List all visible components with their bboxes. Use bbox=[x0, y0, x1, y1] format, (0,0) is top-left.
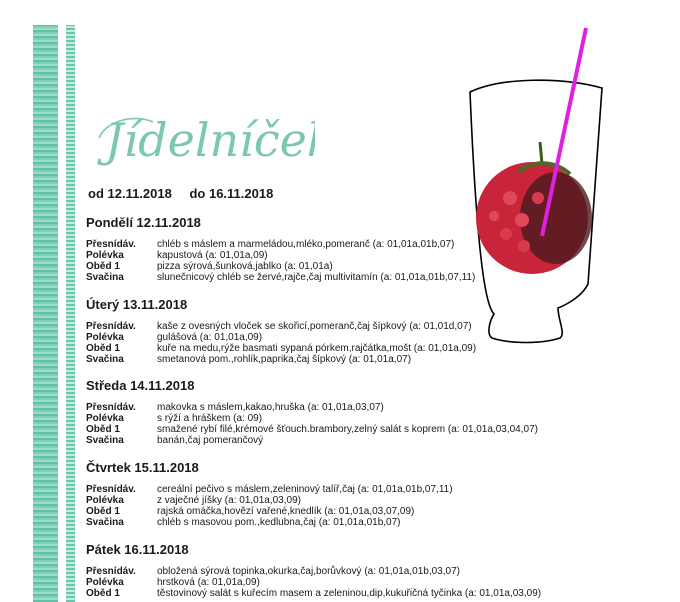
day-heading: Pondělí 12.11.2018 bbox=[86, 215, 201, 230]
meal-row bbox=[86, 517, 453, 528]
meal-row bbox=[86, 495, 453, 506]
meal-row bbox=[86, 402, 538, 413]
meal-label: Svačina bbox=[86, 354, 124, 365]
day-section bbox=[86, 378, 538, 446]
day-section bbox=[86, 542, 541, 599]
meal-text: makovka s máslem,kakao,hruška (a: 01,01a,03,07) bbox=[157, 402, 384, 413]
meal-label: Oběd 1 bbox=[86, 261, 120, 272]
meal-text: kapustová (a: 01,01a,09) bbox=[157, 250, 268, 261]
meal-row bbox=[86, 261, 475, 272]
meal-row bbox=[86, 343, 476, 354]
meal-text: obložená sýrová topinka,okurka,čaj,borůvkový (a: 01,01a,01b,03,07) bbox=[157, 566, 460, 577]
meal-row bbox=[86, 484, 453, 495]
meal-text: smetanová pom.,rohlík,paprika,čaj šípkový (a: 01,01a,07) bbox=[157, 354, 412, 365]
meal-text: těstovinový salát s kuřecím masem a zeleninou,dip,kukuřičná tyčinka (a: 01,01a,03,09) bbox=[157, 588, 542, 599]
meal-label: Svačina bbox=[86, 435, 124, 446]
meal-text: rajská omáčka,hovězí vařené,knedlík (a: 01,01a,03,07,09) bbox=[157, 506, 415, 517]
menu-title-text: Jídelníček bbox=[105, 113, 315, 167]
meal-label: Přesnídáv. bbox=[86, 402, 136, 413]
day-section bbox=[86, 215, 475, 283]
meal-row bbox=[86, 272, 475, 283]
meal-label: Polévka bbox=[86, 413, 124, 424]
meal-text: hrstková (a: 01,01a,09) bbox=[157, 577, 260, 588]
meal-text: chléb s masovou pom.,kedlubna,čaj (a: 01,01a,01b,07) bbox=[157, 517, 401, 528]
meal-label: Polévka bbox=[86, 577, 124, 588]
meal-text: cereální pečivo s máslem,zeleninový talíř,čaj (a: 01,01a,01b,07,11) bbox=[157, 484, 453, 495]
meal-label: Svačina bbox=[86, 517, 124, 528]
meal-text: banán,čaj pomerančový bbox=[157, 435, 264, 446]
date-from: od 12.11.2018 bbox=[88, 186, 172, 201]
decorative-stripe-narrow bbox=[66, 25, 75, 602]
day-section bbox=[86, 297, 476, 365]
meal-row bbox=[86, 506, 453, 517]
meal-row bbox=[86, 588, 541, 599]
meal-row bbox=[86, 354, 476, 365]
meal-label: Polévka bbox=[86, 250, 124, 261]
meal-text: z vaječné jíšky (a: 01,01a,03,09) bbox=[157, 495, 301, 506]
meal-row bbox=[86, 321, 476, 332]
date-to: do 16.11.2018 bbox=[189, 186, 274, 201]
glass-raspberry-illustration bbox=[462, 22, 622, 352]
meal-label: Oběd 1 bbox=[86, 424, 120, 435]
raspberry-icon bbox=[476, 142, 592, 274]
meal-text: gulášová (a: 01,01a,09) bbox=[157, 332, 263, 343]
meal-row bbox=[86, 577, 541, 588]
meal-row bbox=[86, 250, 475, 261]
menu-title bbox=[95, 108, 315, 177]
meal-text: slunečnicový chléb se žervé,rajče,čaj multivitamín (a: 01,01a,01b,07,11) bbox=[157, 272, 476, 283]
meal-label: Polévka bbox=[86, 332, 124, 343]
meal-label: Polévka bbox=[86, 495, 124, 506]
meal-label: Oběd 1 bbox=[86, 343, 120, 354]
meal-label: Přesnídáv. bbox=[86, 566, 136, 577]
meal-label: Přesnídáv. bbox=[86, 321, 136, 332]
day-heading: Pátek 16.11.2018 bbox=[86, 542, 189, 557]
day-section bbox=[86, 460, 453, 528]
meal-text: kuře na medu,rýže basmati sypaná pórkem,rajčátka,mošt (a: 01,01a,09) bbox=[157, 343, 477, 354]
decorative-stripe-wide bbox=[33, 25, 58, 602]
meal-text: s rýží a hráškem (a: 09) bbox=[157, 413, 263, 424]
meal-row bbox=[86, 332, 476, 343]
meal-text: pizza sýrová,šunková,jablko (a: 01,01a) bbox=[157, 261, 333, 272]
meal-label: Přesnídáv. bbox=[86, 484, 136, 495]
day-heading: Čtvrtek 15.11.2018 bbox=[86, 460, 199, 475]
day-heading: Středa 14.11.2018 bbox=[86, 378, 195, 393]
meal-row bbox=[86, 424, 538, 435]
meal-text: smažené rybí filé,krémové šťouch.brambory,zelný salát s koprem (a: 01,01a,03,04,07) bbox=[157, 424, 538, 435]
meal-row bbox=[86, 239, 475, 250]
meal-text: chléb s máslem a marmeládou,mléko,pomeranč (a: 01,01a,01b,07) bbox=[157, 239, 455, 250]
meal-label: Oběd 1 bbox=[86, 506, 120, 517]
meal-label: Oběd 1 bbox=[86, 588, 120, 599]
meal-row bbox=[86, 413, 538, 424]
meal-label: Přesnídáv. bbox=[86, 239, 136, 250]
date-range bbox=[88, 186, 287, 201]
meal-row bbox=[86, 435, 538, 446]
meal-label: Svačina bbox=[86, 272, 124, 283]
meal-text: kaše z ovesných vloček se skořicí,pomeranč,čaj šípkový (a: 01,01d,07) bbox=[157, 321, 472, 332]
day-heading: Úterý 13.11.2018 bbox=[86, 297, 188, 312]
meal-row bbox=[86, 566, 541, 577]
